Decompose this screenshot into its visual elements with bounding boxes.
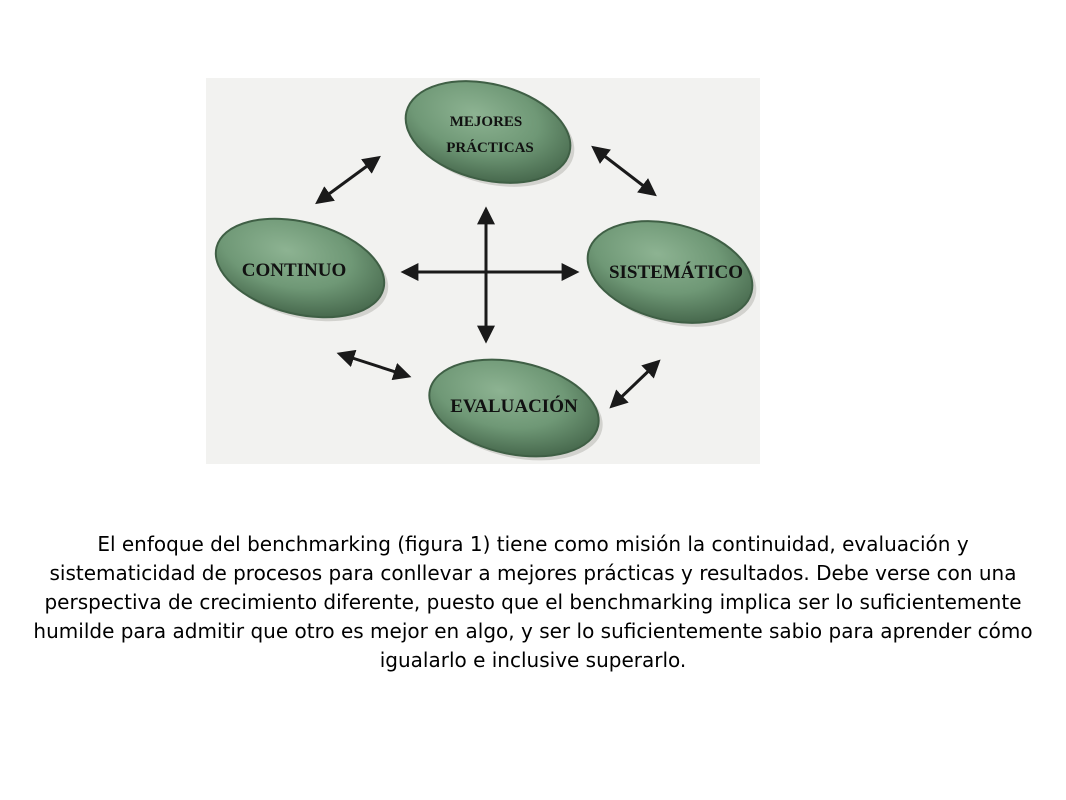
node-label-sistematico: SISTEMÁTICO xyxy=(608,262,744,283)
node-label-mejores: MEJORES xyxy=(449,114,523,130)
benchmarking-diagram xyxy=(206,78,760,464)
node-label-continuo: CONTINUO xyxy=(241,260,347,281)
node-label-practicas: PRÁCTICAS xyxy=(446,140,534,156)
node-label-evaluacion: EVALUACIÓN xyxy=(450,396,578,417)
caption-paragraph: El enfoque del benchmarking (figura 1) tiene como misión la continuidad, evaluación y sistematicidad de procesos para conllevar a mejores prácticas y resultados. Debe verse con una perspectiva de crecimiento diferente, puesto que el benchmarking implica ser lo suficientemente humilde para admitir que otro es mejor en algo, y ser lo suficientemente sabio para aprender cómo igualarlo e inclusive superarlo. xyxy=(33,532,1033,672)
